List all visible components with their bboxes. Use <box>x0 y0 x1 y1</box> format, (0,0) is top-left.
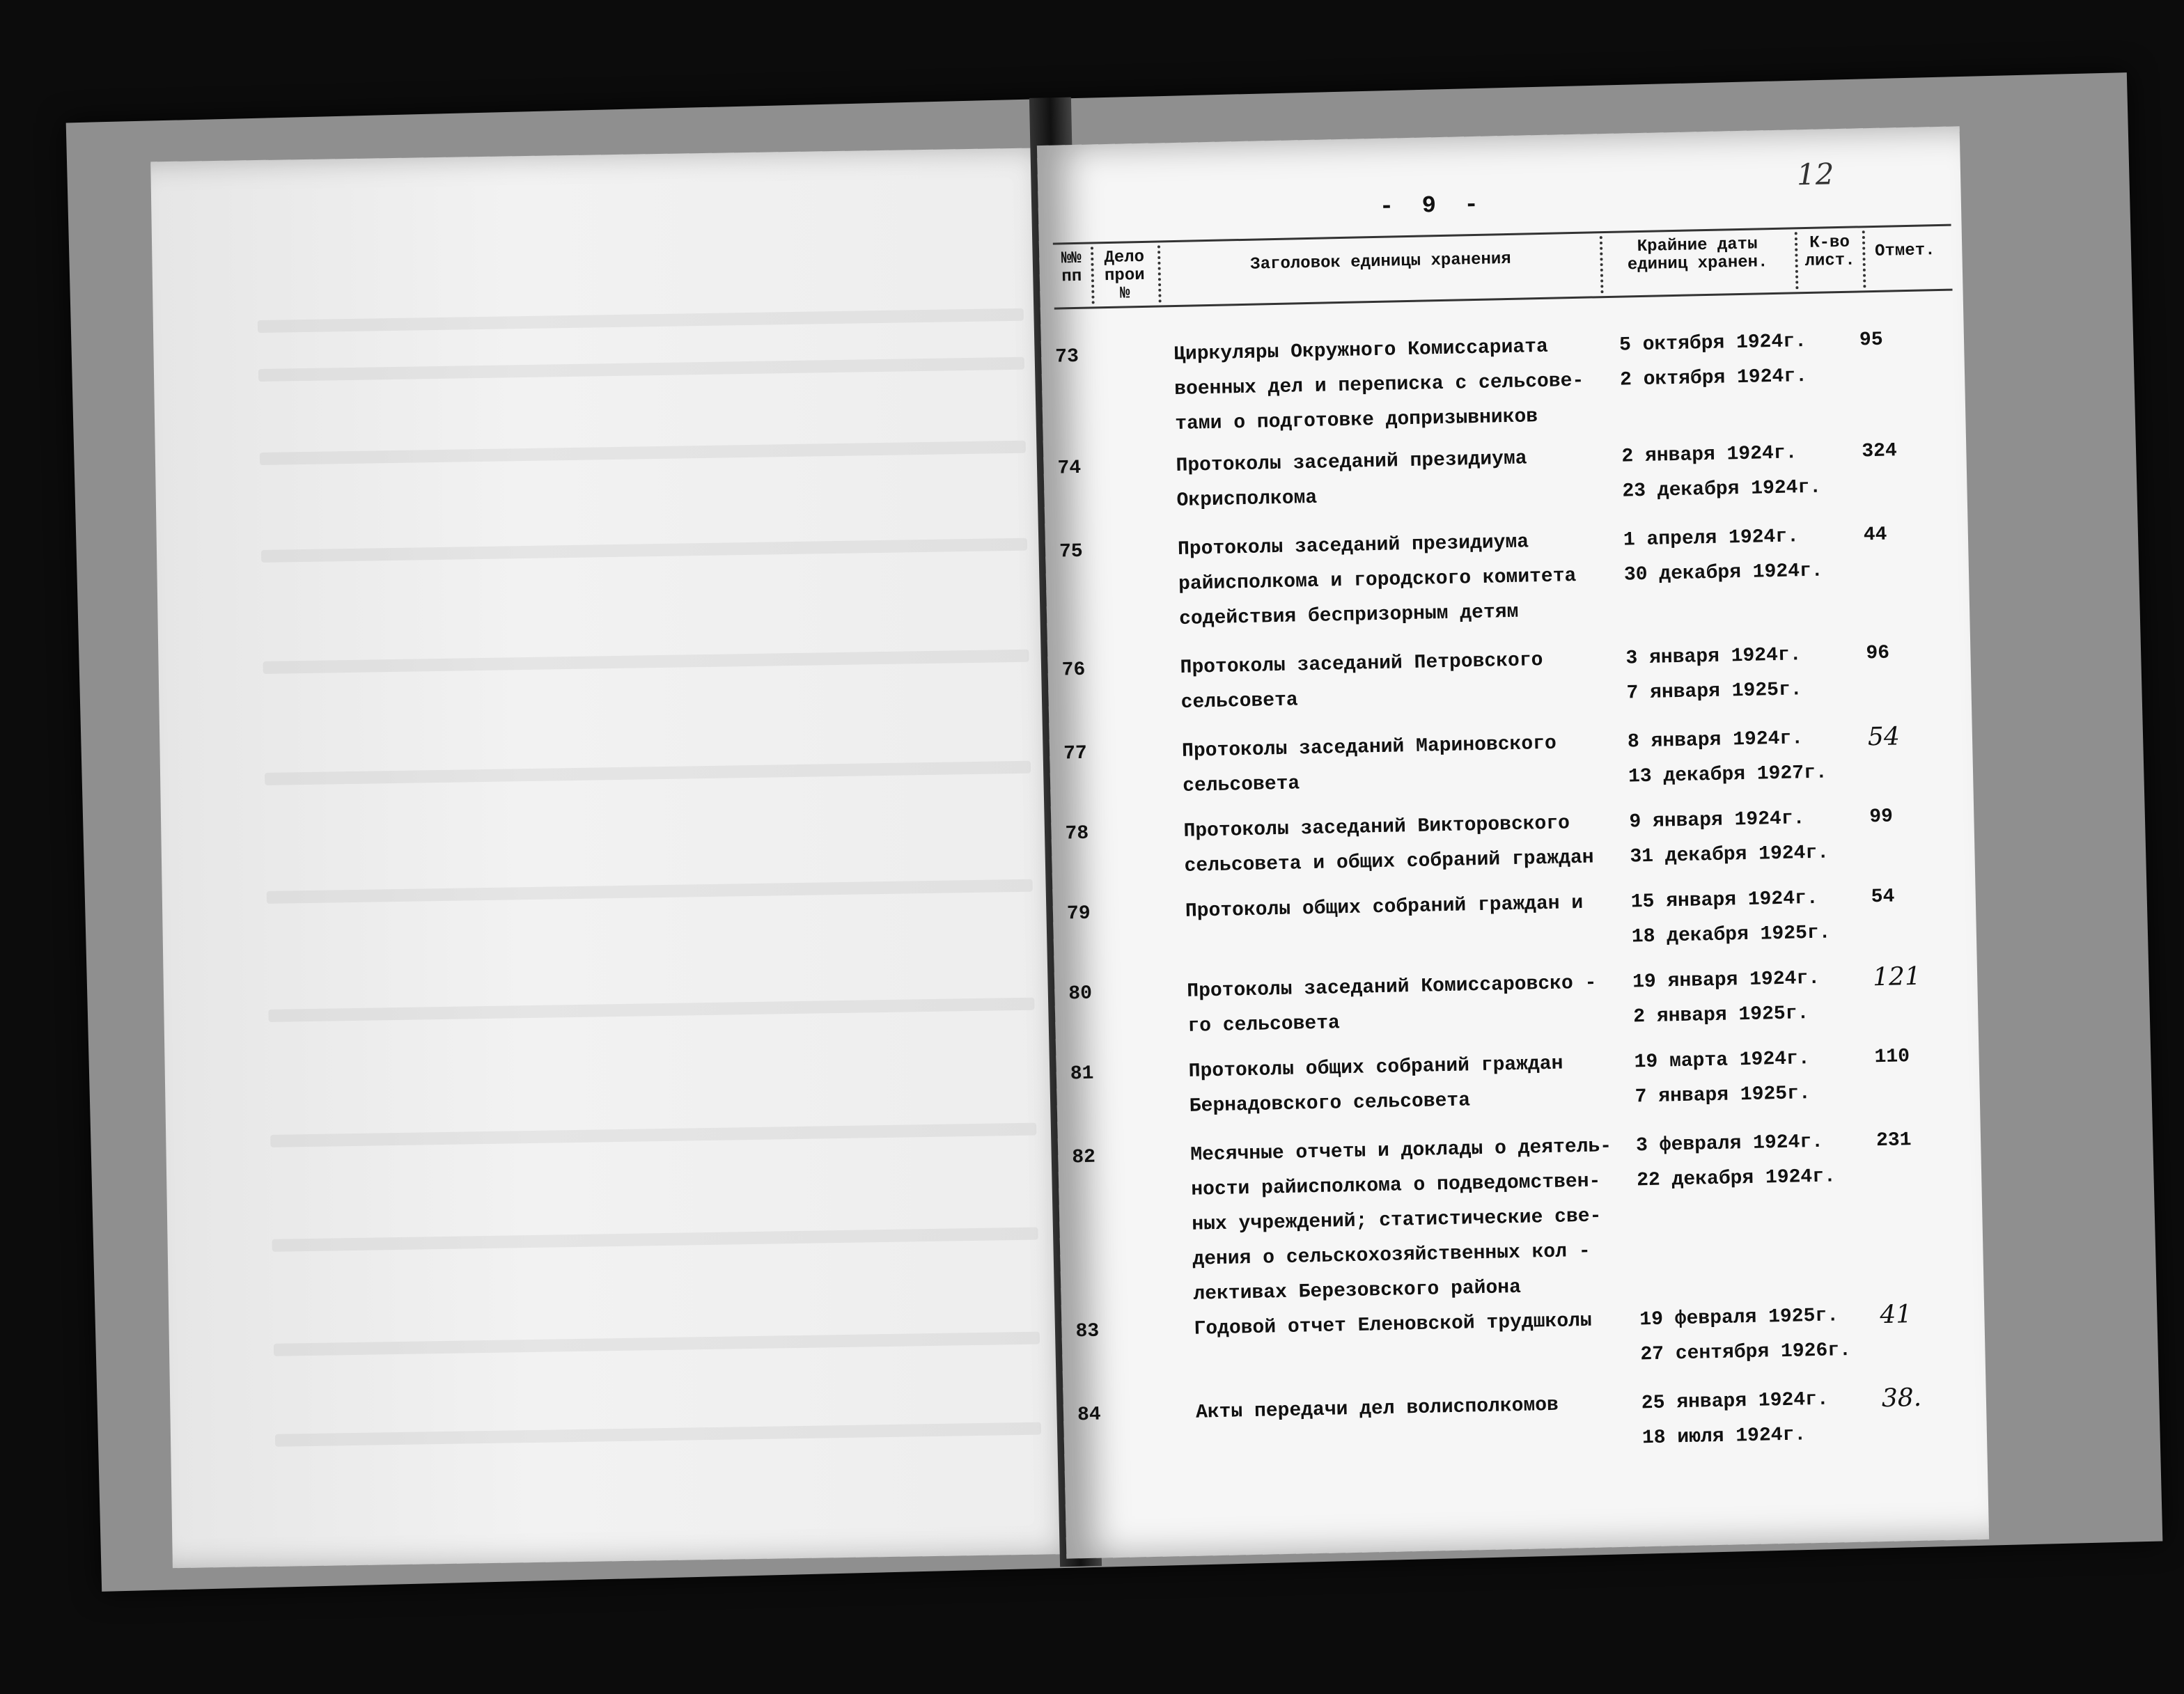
row-dates: 19 марта 1924г. 7 января 1925г. <box>1634 1048 1811 1108</box>
row-dates: 3 февраля 1924г. 22 декабря 1924г. <box>1635 1131 1836 1192</box>
row-sheet-count: 99 <box>1869 806 1894 829</box>
header-no: №№ пп <box>1061 249 1082 287</box>
row-title: Протоколы заседаний президиума Окрисполкома <box>1176 448 1527 512</box>
table-row <box>1077 1379 1976 1450</box>
row-dates: 5 октября 1924г. 2 октября 1924г. <box>1618 331 1808 391</box>
header-delo: Дело прои № <box>1104 247 1145 304</box>
row-dates: 8 января 1924г. 13 декабря 1927г. <box>1627 728 1827 788</box>
row-sheet-count: 110 <box>1874 1046 1910 1069</box>
bleed-through-line <box>265 761 1031 785</box>
bleed-through-line <box>263 650 1029 674</box>
header-title: Заголовок единицы хранения <box>1250 249 1511 274</box>
row-title: Протоколы заседаний Петровского сельсовета <box>1180 650 1543 714</box>
row-number: 80 <box>1068 982 1093 1005</box>
row-number: 76 <box>1061 659 1086 682</box>
inventory-page <box>1037 126 1989 1558</box>
row-title: Протоколы заседаний президиума райисполкома и городского комитета содействия беспризорным детям <box>1177 531 1577 630</box>
row-sheet-count-handwritten: 41 <box>1879 1300 1912 1330</box>
table-row <box>1068 958 1967 1037</box>
row-sheet-count-handwritten: 54 <box>1867 722 1901 752</box>
row-number: 82 <box>1072 1146 1096 1169</box>
row-dates: 1 апреля 1924г. 30 декабря 1924г. <box>1623 526 1823 586</box>
row-title: Протоколы заседаний Комиссаровско - го сельсовета <box>1187 972 1597 1037</box>
left-page-blank <box>150 148 1085 1568</box>
column-divider <box>1862 230 1866 288</box>
row-sheet-count: 231 <box>1875 1129 1912 1152</box>
row-sheet-count: 95 <box>1859 329 1883 352</box>
bleed-through-line <box>268 998 1034 1022</box>
bleed-through-line <box>272 1228 1038 1252</box>
row-sheet-count: 54 <box>1871 886 1895 909</box>
row-sheet-count: 324 <box>1862 440 1898 463</box>
row-number: 77 <box>1063 742 1088 765</box>
row-dates: 19 января 1924г. 2 января 1925г. <box>1632 967 1820 1028</box>
header-notes: Отмет. <box>1874 241 1935 261</box>
table-row <box>1061 635 1960 714</box>
table-header <box>1053 224 1953 310</box>
row-number: 81 <box>1070 1062 1094 1085</box>
row-number: 75 <box>1059 540 1084 563</box>
row-title: Протоколы общих собраний граждан и <box>1185 892 1584 923</box>
row-number: 74 <box>1057 457 1082 480</box>
column-divider <box>1091 246 1095 304</box>
row-dates: 15 января 1924г. 18 декабря 1925г. <box>1630 887 1831 948</box>
row-title: Акты передачи дел волисполкомов <box>1195 1394 1559 1424</box>
header-count: К-во лист. <box>1804 233 1855 272</box>
table-row <box>1072 1122 1970 1305</box>
row-number: 78 <box>1065 822 1089 845</box>
row-sheet-count: 96 <box>1866 642 1890 665</box>
page-number: - 9 - <box>1379 191 1486 221</box>
row-dates: 3 января 1924г. 7 января 1925г. <box>1625 644 1802 705</box>
row-title: Протоколы заседаний Викторовского сельсовета и общих собраний граждан <box>1183 813 1594 877</box>
column-divider <box>1157 245 1162 302</box>
row-sheet-count: 44 <box>1863 524 1887 547</box>
bleed-through-line <box>261 538 1027 563</box>
row-title: Циркуляры Окружного Комиссариата военных дел и переписка с сельсове- тами о подготовке допризывников <box>1173 336 1584 436</box>
row-dates: 9 января 1924г. 31 декабря 1924г. <box>1629 808 1830 868</box>
row-number: 73 <box>1054 345 1079 368</box>
bleed-through-line <box>258 308 1024 333</box>
table-row <box>1063 718 1962 797</box>
row-title: Протоколы общих собраний граждан Бернадовского сельсовета <box>1188 1053 1563 1117</box>
row-title: Протоколы заседаний Мариновского сельсовета <box>1181 732 1557 797</box>
table-row <box>1059 517 1958 630</box>
row-number: 83 <box>1075 1320 1100 1343</box>
bleed-through-line <box>270 1123 1036 1147</box>
row-sheet-count-handwritten: 38. <box>1881 1383 1922 1413</box>
row-number: 84 <box>1077 1404 1102 1427</box>
row-number: 79 <box>1066 902 1091 925</box>
bleed-through-line <box>260 441 1026 465</box>
row-dates: 19 февраля 1925г. 27 сентября 1926г. <box>1639 1305 1852 1366</box>
row-title: Годовой отчет Еленовской трудшколы <box>1194 1310 1593 1340</box>
row-dates: 25 января 1924г. 18 июля 1924г. <box>1641 1388 1830 1450</box>
header-dates: Крайние даты единиц хранен. <box>1627 235 1768 275</box>
row-dates: 2 января 1924г. 23 декабря 1924г. <box>1621 442 1822 503</box>
bleed-through-line <box>267 879 1033 904</box>
bleed-through-line <box>275 1422 1041 1447</box>
archive-page-number: 12 <box>1796 157 1834 192</box>
row-sheet-count-handwritten: 121 <box>1872 962 1921 992</box>
row-title: Месячные отчеты и доклады о деятель- ности райисполкома о подведомствен- ных учреждений; статистические све- дения о сельскохозяйственных кол - лективах Березовского района <box>1190 1136 1612 1305</box>
table-row <box>1054 322 1953 436</box>
bleed-through-line <box>274 1332 1040 1356</box>
bleed-through-line <box>258 357 1024 382</box>
